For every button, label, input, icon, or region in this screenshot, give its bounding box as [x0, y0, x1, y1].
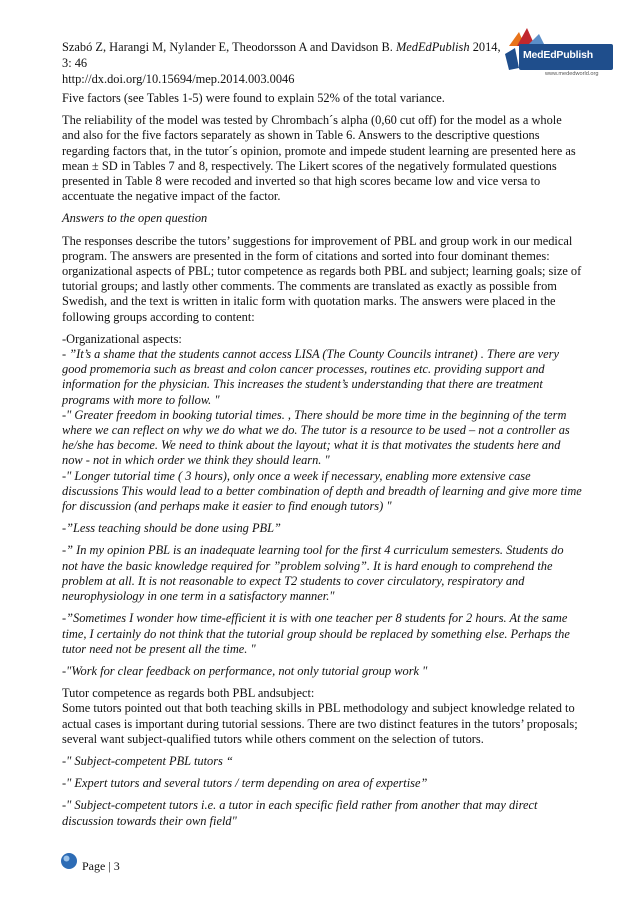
quote-feedback: [62, 664, 582, 679]
paragraph-responses: The responses describe the tutors’ suggestions for improvement of PBL and group work in our medical program. The answers are presented in the form of citations and sorted into four dominant themes: organizational aspects of PBL; tutor competence as regards both PBL and subject; learning goals; size of tutorial groups; and lastly other comments. The comments are translated as exactly as possible from Swedish, and the text is written in italic form with quotation marks. The answers were placed in the following groups according to content:: [62, 233, 582, 324]
quote-expert-tutors: [62, 776, 582, 791]
journal-name: MedEdPublish: [395, 40, 470, 54]
quote-expert-tutors-text: -" Expert tutors and several tutors / term depending on area of expertise”: [62, 776, 428, 791]
article-body: [62, 91, 582, 836]
quote-field-tutors-text: -" Subject-competent tutors i.e. a tutor in each specific field rather from another that may direct discussion towards their own field": [62, 798, 538, 828]
page-number: Page | 3: [82, 859, 120, 873]
quote-time-efficient-text: -”Sometimes I wonder how time-efficient it is with one teacher per 8 students for 2 hours. At the same time, I certainly do not think that the tutorial group should be replaced by something else. Perhaps the tutor need not be present all the time. ": [62, 611, 570, 656]
citation-authors: [62, 40, 502, 56]
quote-freedom: [62, 408, 582, 469]
quote-inadequate-text: -” In my opinion PBL is an inadequate learning tool for the first 4 curriculum semesters. Students do not have the basic knowledge required for ”problem solving”. It is hard enough to comprehend the problem at all. It is not reasonable to expect T2 students to cover circulatory, respiratory and neurophysiology in one term in a satisfactory manner.": [62, 543, 564, 604]
globe-icon: [60, 852, 78, 870]
quote-freedom-text: -" Greater freedom in booking tutorial times. , There should be more time in the beginning of the term where we can reflect on why we do what we do. The tutor is a resource to be used – not a controller as he/she has become. We need to think about the layout; what it is that motivates the students here and now - not in which order we think they should learn. ": [62, 407, 570, 468]
quote-lisa-text: ”It’s a shame that the students cannot access LISA (The County Councils intranet) . There are very good promemoria such as breast and colon cancer processes, routines etc. providing support and information for the physician. This increases the student’s understanding that there are treatment programs with more to follow. ": [62, 347, 559, 407]
quote-lisa: [62, 347, 582, 408]
quote-time-efficient: [62, 611, 582, 657]
logo-url: www.mededworld.org: [545, 71, 599, 77]
citation-volume: 3: 46: [62, 55, 88, 70]
citation-header: [62, 40, 502, 87]
quote-field-tutors: [62, 798, 582, 828]
quote-less-teaching-text: -”Less teaching should be done using PBL”: [62, 521, 281, 536]
tutor-heading: Tutor competence as regards both PBL andsubject:: [62, 686, 315, 701]
organizational-heading: -Organizational aspects:: [62, 331, 182, 346]
quote-less-teaching: [62, 521, 582, 536]
paragraph-reliability: The reliability of the model was tested by Chrombach´s alpha (0,60 cut off) for the model as a whole and also for the five factors separately as shown in Table 6. Answers to the descriptive questions regarding factors that, in the tutor´s opinion, promote and impede student learning are presented here as mean ± SD in Tables 7 and 8, respectively. The Likert scores of the negatively formulated questions presented in Table 8 were recoded and inverted so that high scores became low and vice versa to accentuate the negative impact of the factor.: [62, 113, 576, 204]
quote-inadequate: [62, 543, 582, 604]
citation-authors-text: Szabó Z, Harangi M, Nylander E, Theodorsson A and Davidson B.: [62, 40, 396, 54]
section-heading: [62, 211, 582, 226]
paragraph-factors: Five factors (see Tables 1-5) were found to explain 52% of the total variance.: [62, 91, 445, 105]
quote-prefix: -: [62, 347, 70, 362]
citation-doi[interactable]: http://dx.doi.org/10.15694/mep.2014.003.0046: [62, 71, 295, 86]
quote-longer-time: [62, 469, 582, 515]
paragraph-tutor: Some tutors pointed out that both teaching skills in PBL methodology and subject knowledge related to actual cases is important during tutorial sessions. There are two distinct features in the tutors’ proposals; several want subject-qualified tutors while others comment on the selection of tutors.: [62, 701, 578, 746]
logo-name: MedEdPublish: [523, 49, 593, 61]
mededpublish-logo: [505, 24, 627, 80]
section-heading-text: Answers to the open question: [62, 211, 208, 226]
quote-longer-time-text: -" Longer tutorial time ( 3 hours), only once a week if necessary, enabling more extensive case discussions This would lead to a better combination of depth and breadth of learning and give more time for discussion (and perhaps make it easier to find enough tutors) ": [62, 468, 582, 514]
quote-subject-competent-text: -" Subject-competent PBL tutors “: [62, 753, 233, 768]
citation-year: 2014,: [469, 40, 501, 54]
quote-feedback-text: -"Work for clear feedback on performance, not only tutorial group work ": [62, 663, 428, 678]
quote-subject-competent: [62, 754, 582, 769]
